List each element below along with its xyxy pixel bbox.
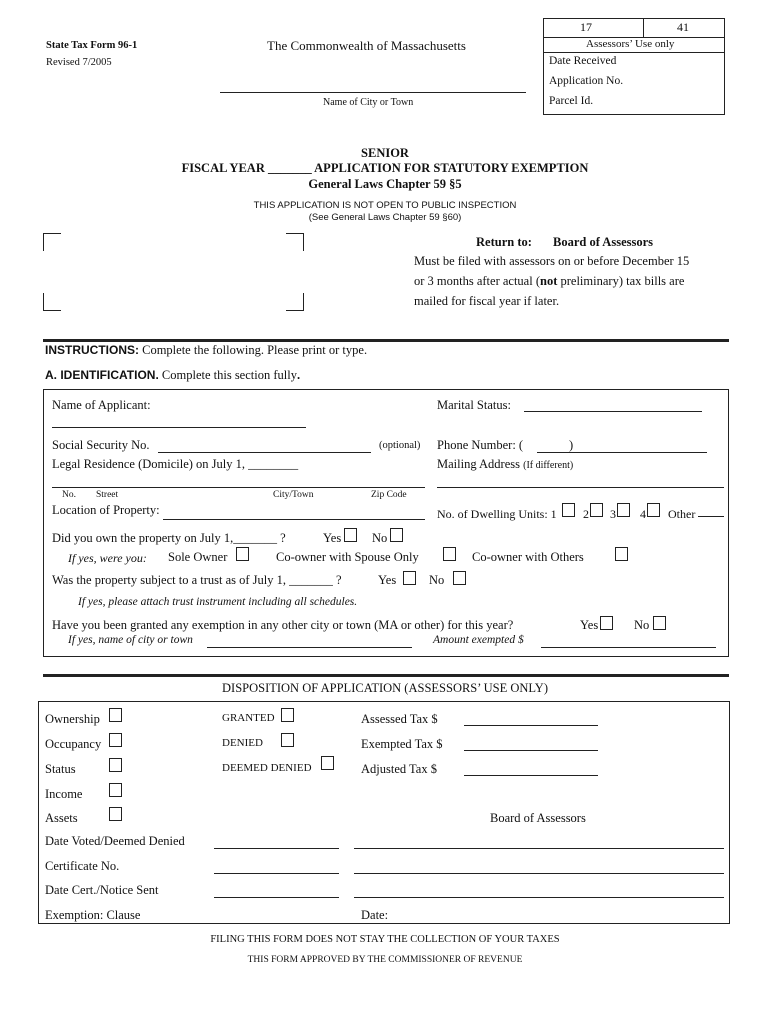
assessors-use-only: Assessors’ Use only [586, 38, 675, 50]
dwelling-1-checkbox[interactable] [562, 503, 575, 517]
filing-deadline-3: mailed for fiscal year if later. [414, 294, 560, 308]
inspection-notice: THIS APPLICATION IS NOT OPEN TO PUBLIC INSPECTION [253, 200, 517, 211]
trust-no-checkbox[interactable] [453, 571, 466, 585]
amount-exempted-label: Amount exempted $ [433, 634, 524, 646]
trust-yes-label: Yes [378, 573, 397, 587]
filing-deadline-1: Must be filed with assessors on or before December 15 [414, 254, 690, 268]
addr-city-caption: City/Town [273, 490, 314, 500]
occupancy-checkbox[interactable] [109, 733, 122, 747]
footer-approval: THIS FORM APPROVED BY THE COMMISSIONER OF REVENUE [247, 955, 523, 965]
board-of-assessors-label: Board of Assessors [490, 811, 586, 825]
own-property-question: Did you own the property on July 1,_______ ? [52, 531, 286, 545]
dwelling-2-checkbox[interactable] [590, 503, 603, 517]
revised-date: Revised 7/2005 [46, 57, 112, 68]
dwelling-2-label: 2 [583, 507, 589, 521]
disposition-title: DISPOSITION OF APPLICATION (ASSESSORS’ USE ONLY) [222, 681, 548, 695]
status-label: Status [45, 762, 76, 776]
certificate-label: Certificate No. [45, 859, 120, 873]
commonwealth-title: The Commonwealth of Massachusetts [267, 38, 466, 53]
dwelling-units-label: No. of Dwelling Units: 1 [437, 507, 557, 521]
dwelling-4-checkbox[interactable] [647, 503, 660, 517]
footer-warning: FILING THIS FORM DOES NOT STAY THE COLLECTION OF YOUR TAXES [210, 934, 560, 945]
date-cert-line[interactable] [214, 897, 339, 898]
assets-label: Assets [45, 811, 78, 825]
ownership-label: Ownership [45, 712, 100, 726]
addr-street-caption: Street [96, 490, 119, 500]
ssn-line[interactable] [158, 452, 371, 453]
own-yes-checkbox[interactable] [344, 528, 357, 542]
section-a-heading: A. IDENTIFICATION. Complete this section fully. [45, 368, 301, 382]
location-line[interactable] [163, 519, 425, 520]
ssn-optional: (optional) [379, 440, 421, 451]
granted-label: GRANTED [222, 712, 275, 724]
exempted-tax-line[interactable] [464, 750, 598, 751]
location-label: Location of Property: [52, 503, 160, 517]
own-no-label: No [372, 531, 388, 545]
return-to-label: Return to: [476, 235, 532, 249]
legal-residence-line[interactable] [52, 487, 425, 488]
inspection-notice-ref: (See General Laws Chapter 59 §60) [308, 212, 462, 223]
denied-checkbox[interactable] [281, 733, 294, 747]
coowner-others-label: Co-owner with Others [472, 550, 584, 564]
signature-line-2[interactable] [354, 873, 724, 874]
deemed-denied-label: DEEMED DENIED [222, 762, 312, 774]
ssn-label: Social Security No. [52, 438, 150, 452]
adjusted-tax-line[interactable] [464, 775, 598, 776]
income-label: Income [45, 787, 83, 801]
adjusted-tax-label: Adjusted Tax $ [361, 762, 437, 776]
window-corner-tl [43, 233, 61, 251]
phone-line[interactable] [537, 452, 707, 453]
form-number: State Tax Form 96-1 [46, 40, 138, 51]
deemed-denied-checkbox[interactable] [321, 756, 334, 770]
identification-frame [43, 389, 729, 657]
date-voted-label: Date Voted/Deemed Denied [45, 834, 185, 848]
signature-line-1[interactable] [354, 848, 724, 849]
date-label: Date: [361, 908, 389, 922]
status-checkbox[interactable] [109, 758, 122, 772]
title-chapter: General Laws Chapter 59 §5 [308, 177, 462, 191]
phone-paren: ) [569, 438, 574, 452]
window-corner-bl [43, 293, 61, 311]
trust-no-label: No [429, 573, 445, 587]
own-no-checkbox[interactable] [390, 528, 403, 542]
exempted-tax-label: Exempted Tax $ [361, 737, 443, 751]
application-no-label: Application No. [549, 75, 624, 87]
addr-zip-caption: Zip Code [371, 490, 407, 500]
mailing-address-line[interactable] [437, 487, 724, 488]
income-checkbox[interactable] [109, 783, 122, 797]
marital-status-line[interactable] [524, 411, 702, 412]
city-caption: Name of City or Town [323, 97, 414, 108]
return-board: Board of Assessors [553, 235, 654, 249]
if-yes-were-you: If yes, were you: [68, 551, 147, 565]
instructions-rule [43, 339, 729, 342]
assessed-tax-label: Assessed Tax $ [361, 712, 438, 726]
dwelling-3-checkbox[interactable] [617, 503, 630, 517]
box-number-left: 17 [580, 20, 592, 34]
other-city-line[interactable] [207, 647, 412, 648]
exempt-yes-checkbox[interactable] [600, 616, 613, 630]
city-input-line[interactable] [220, 92, 526, 93]
box-divider [643, 18, 644, 38]
box-number-right: 41 [677, 20, 689, 34]
window-corner-tr [286, 233, 304, 251]
dwelling-other-label: Other [668, 507, 696, 521]
granted-checkbox[interactable] [281, 708, 294, 722]
occupancy-label: Occupancy [45, 737, 102, 751]
sole-owner-checkbox[interactable] [236, 547, 249, 561]
trust-note: If yes, please attach trust instrument including all schedules. [78, 596, 358, 608]
sole-owner-label: Sole Owner [168, 550, 228, 564]
applicant-name-line[interactable] [52, 427, 306, 428]
title-senior: SENIOR [361, 146, 409, 160]
title-application: FISCAL YEAR _______ APPLICATION FOR STATUTORY EXEMPTION [181, 161, 589, 175]
box-divider [543, 52, 725, 53]
if-yes-city-label: If yes, name of city or town [68, 634, 193, 646]
ownership-checkbox[interactable] [109, 708, 122, 722]
coowner-others-checkbox[interactable] [615, 547, 628, 561]
parcel-id-label: Parcel Id. [549, 95, 594, 107]
certificate-line[interactable] [214, 873, 339, 874]
instructions: INSTRUCTIONS: Complete the following. Please print or type. [45, 343, 368, 357]
amount-exempted-line[interactable] [541, 647, 716, 648]
trust-yes-checkbox[interactable] [403, 571, 416, 585]
phone-label: Phone Number: ( [437, 438, 524, 452]
exempt-no-label: No [634, 618, 650, 632]
mailing-address-label: Mailing Address (If different) [437, 457, 574, 471]
denied-label: DENIED [222, 737, 263, 749]
date-voted-line[interactable] [214, 848, 339, 849]
other-exemption-question: Have you been granted any exemption in any other city or town (MA or other) for this year? [52, 618, 514, 632]
name-of-applicant-label: Name of Applicant: [52, 398, 151, 412]
window-corner-br [286, 293, 304, 311]
filing-deadline-2: or 3 months after actual (not preliminary) tax bills are [414, 274, 685, 288]
coowner-spouse-label: Co-owner with Spouse Only [276, 550, 419, 564]
signature-line-3[interactable] [354, 897, 724, 898]
trust-question: Was the property subject to a trust as of July 1, _______ ? [52, 573, 342, 587]
own-yes-label: Yes [323, 531, 342, 545]
exempt-yes-label: Yes [580, 618, 599, 632]
date-cert-label: Date Cert./Notice Sent [45, 883, 159, 897]
date-received-label: Date Received [549, 55, 617, 67]
marital-status-label: Marital Status: [437, 398, 511, 412]
coowner-spouse-checkbox[interactable] [443, 547, 456, 561]
legal-residence-label: Legal Residence (Domicile) on July 1, ________ [52, 457, 299, 471]
dwelling-4-label: 4 [640, 507, 646, 521]
dwelling-other-line[interactable] [698, 516, 724, 517]
assets-checkbox[interactable] [109, 807, 122, 821]
exempt-no-checkbox[interactable] [653, 616, 666, 630]
assessed-tax-line[interactable] [464, 725, 598, 726]
addr-no-caption: No. [62, 490, 76, 500]
exemption-clause-label: Exemption: Clause [45, 908, 141, 922]
dwelling-3-label: 3 [610, 507, 616, 521]
disposition-rule [43, 674, 729, 677]
